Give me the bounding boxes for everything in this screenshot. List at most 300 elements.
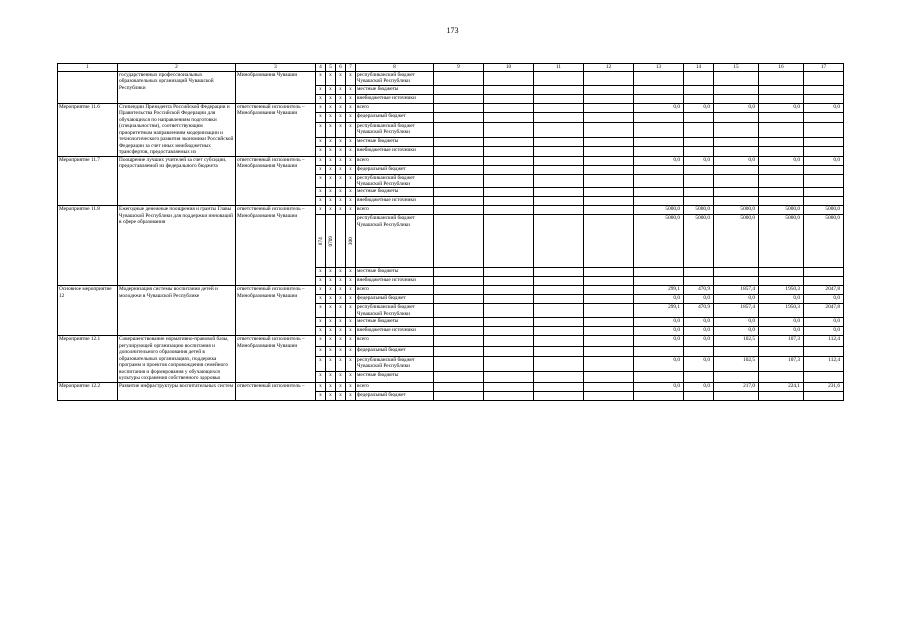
amount-cell xyxy=(634,391,684,400)
code-cell: x xyxy=(326,174,336,188)
event-description: Модернизация системы воспитания детей и молодежи в Чувашской Республике xyxy=(118,286,236,336)
amount-cell xyxy=(804,188,844,197)
amount-cell: 0,0 xyxy=(714,156,759,165)
code-cell: x xyxy=(336,122,346,137)
amount-cell: 1857,4 xyxy=(714,286,759,295)
code-cell: x xyxy=(336,286,346,295)
code-cell: x xyxy=(316,304,326,318)
code-cell: x xyxy=(326,336,336,346)
empty-year-cell xyxy=(584,327,634,336)
code-cell: x xyxy=(316,206,326,215)
amount-cell xyxy=(804,391,844,400)
amount-cell: 5000,0 xyxy=(684,215,714,268)
column-number-1: 1 xyxy=(58,64,118,72)
empty-year-cell xyxy=(584,304,634,318)
code-cell: x xyxy=(346,156,356,165)
empty-year-cell xyxy=(534,156,584,165)
event-description: Совершенствование нормативно-правовой базы, регулирующей организацию воспитания и дополнительного образования детей в образовательных организациях, поддержка программ и проектов сопровождения семейного воспитания и формирования у обучающихся культуры сохранения собственного здоровья xyxy=(118,336,236,382)
amount-cell: 1950,3 xyxy=(759,304,804,318)
empty-year-cell xyxy=(484,318,534,327)
amount-cell: 0,0 xyxy=(634,103,684,112)
code-cell: x xyxy=(316,174,326,188)
empty-cell xyxy=(584,85,634,94)
amount-cell xyxy=(684,147,714,157)
amount-cell xyxy=(714,372,759,382)
amount-cell: 0,0 xyxy=(684,356,714,372)
code-cell: x xyxy=(336,346,346,356)
empty-year-cell xyxy=(434,165,484,174)
amount-cell xyxy=(804,268,844,277)
event-name: Мероприятие 12.1 xyxy=(58,336,118,382)
code-cell: x xyxy=(316,318,326,327)
funding-source: местные бюджеты xyxy=(356,372,434,382)
amount-cell xyxy=(714,197,759,206)
empty-cell xyxy=(434,94,484,103)
amount-cell: 2047,8 xyxy=(804,304,844,318)
funding-source: федеральный бюджет xyxy=(356,165,434,174)
responsible-executor: ответственный исполнитель – Минобразования Чувашии xyxy=(236,103,316,156)
code-cell: x xyxy=(316,336,326,346)
amount-cell: 299,1 xyxy=(634,286,684,295)
empty-year-cell xyxy=(434,268,484,277)
code-cell: x xyxy=(336,277,346,286)
page-number: 173 xyxy=(446,26,459,35)
column-number-3: 3 xyxy=(236,64,316,72)
empty-year-cell xyxy=(584,165,634,174)
empty-year-cell xyxy=(484,372,534,382)
empty-year-cell xyxy=(584,268,634,277)
empty-year-cell xyxy=(534,336,584,346)
code-cell: x xyxy=(336,137,346,146)
empty-year-cell xyxy=(584,113,634,122)
amount-cell: 2047,8 xyxy=(804,286,844,295)
empty-year-cell xyxy=(584,318,634,327)
empty-year-cell xyxy=(534,346,584,356)
empty-year-cell xyxy=(484,382,534,391)
code-cell: x xyxy=(336,356,346,372)
amount-cell xyxy=(714,268,759,277)
empty-cell xyxy=(584,72,634,86)
amount-cell: 0,0 xyxy=(759,156,804,165)
table-row xyxy=(58,336,844,346)
empty-year-cell xyxy=(584,391,634,400)
amount-cell: 5000,0 xyxy=(759,206,804,215)
amount-cell xyxy=(759,346,804,356)
amount-cell xyxy=(714,174,759,188)
code-cell: x xyxy=(316,277,326,286)
amount-cell xyxy=(714,391,759,400)
empty-year-cell xyxy=(584,382,634,391)
amount-cell xyxy=(804,147,844,157)
code-cell: x xyxy=(326,318,336,327)
amount-cell: 0,0 xyxy=(759,103,804,112)
funding-source: федеральный бюджет xyxy=(356,113,434,122)
code-cell: x xyxy=(336,268,346,277)
code-cell: x xyxy=(346,382,356,391)
amount-cell: 5000,0 xyxy=(634,206,684,215)
code-cell: x xyxy=(346,165,356,174)
empty-year-cell xyxy=(534,122,584,137)
empty-year-cell xyxy=(534,372,584,382)
code-cell: x xyxy=(346,188,356,197)
amount-cell xyxy=(634,346,684,356)
code-cell: x xyxy=(346,372,356,382)
code-cell: x xyxy=(316,356,326,372)
amount-cell xyxy=(759,122,804,137)
empty-year-cell xyxy=(534,174,584,188)
empty-year-cell xyxy=(584,197,634,206)
funding-source: внебюджетные источники xyxy=(356,197,434,206)
column-number-15: 15 xyxy=(714,64,759,72)
amount-cell xyxy=(634,197,684,206)
empty-cell xyxy=(634,94,684,103)
amount-cell xyxy=(714,165,759,174)
amount-cell xyxy=(804,113,844,122)
funding-source: внебюджетные источники xyxy=(356,94,434,103)
amount-cell xyxy=(684,137,714,146)
table-row xyxy=(58,103,844,112)
empty-year-cell xyxy=(534,391,584,400)
empty-year-cell xyxy=(584,156,634,165)
amount-cell xyxy=(804,122,844,137)
code-cell: x xyxy=(326,356,336,372)
amount-cell: 102,5 xyxy=(714,336,759,346)
funding-source: республиканский бюджет Чувашской Республики xyxy=(356,215,434,268)
empty-year-cell xyxy=(534,318,584,327)
amount-cell: 0,0 xyxy=(634,356,684,372)
amount-cell xyxy=(684,174,714,188)
empty-cell xyxy=(759,72,804,86)
amount-cell xyxy=(804,174,844,188)
amount-cell xyxy=(759,188,804,197)
amount-cell: 5000,0 xyxy=(714,206,759,215)
code-cell: x xyxy=(346,72,356,86)
empty-year-cell xyxy=(434,336,484,346)
empty-year-cell xyxy=(434,372,484,382)
code-cell: x xyxy=(326,94,336,103)
empty-year-cell xyxy=(434,346,484,356)
empty-cell xyxy=(484,94,534,103)
budget-code: 0709 xyxy=(328,236,335,247)
funding-source: местные бюджеты xyxy=(356,188,434,197)
empty-year-cell xyxy=(534,215,584,268)
funding-source: федеральный бюджет xyxy=(356,391,434,400)
code-cell: x xyxy=(346,318,356,327)
empty-year-cell xyxy=(434,113,484,122)
amount-cell: 0,0 xyxy=(684,382,714,391)
amount-cell xyxy=(684,277,714,286)
amount-cell: 0,0 xyxy=(684,156,714,165)
funding-source: внебюджетные источники xyxy=(356,277,434,286)
code-cell: x xyxy=(336,206,346,215)
amount-cell xyxy=(634,147,684,157)
code-cell: x xyxy=(316,382,326,391)
code-cell: x xyxy=(316,147,326,157)
column-number-5: 5 xyxy=(326,64,336,72)
code-cell: x xyxy=(336,318,346,327)
event-name xyxy=(58,72,118,104)
code-cell: x xyxy=(346,122,356,137)
code-cell: x xyxy=(336,336,346,346)
column-number-7: 7 xyxy=(346,64,356,72)
empty-year-cell xyxy=(484,197,534,206)
empty-year-cell xyxy=(484,346,534,356)
amount-cell xyxy=(634,122,684,137)
code-cell: x xyxy=(316,137,326,146)
code-cell: x xyxy=(336,72,346,86)
code-cell: x xyxy=(316,286,326,295)
amount-cell: 107,3 xyxy=(759,336,804,346)
event-description: Поощрение лучших учителей за счет субсидии, предоставляемой из федерального бюджета xyxy=(118,156,236,206)
amount-cell xyxy=(684,165,714,174)
empty-year-cell xyxy=(484,174,534,188)
empty-cell xyxy=(684,85,714,94)
code-cell: x xyxy=(326,286,336,295)
code-cell: x xyxy=(346,206,356,215)
amount-cell: 0,0 xyxy=(804,327,844,336)
code-cell: x xyxy=(316,197,326,206)
empty-year-cell xyxy=(584,122,634,137)
code-cell: x xyxy=(336,295,346,304)
empty-cell xyxy=(804,72,844,86)
amount-cell: 1857,4 xyxy=(714,304,759,318)
empty-year-cell xyxy=(434,356,484,372)
empty-year-cell xyxy=(534,268,584,277)
empty-year-cell xyxy=(484,147,534,157)
empty-year-cell xyxy=(584,277,634,286)
event-name: Основное мероприятие 12 xyxy=(58,286,118,336)
code-cell: x xyxy=(316,94,326,103)
empty-year-cell xyxy=(534,147,584,157)
funding-source: республиканский бюджет Чувашской Республики xyxy=(356,174,434,188)
amount-cell: 0,0 xyxy=(634,156,684,165)
budget-code-cell xyxy=(326,215,336,268)
code-cell: x xyxy=(346,336,356,346)
code-cell: x xyxy=(326,122,336,137)
event-name: Мероприятие 12.2 xyxy=(58,382,118,400)
amount-cell xyxy=(634,165,684,174)
funding-source: республиканский бюджет Чувашской Республики xyxy=(356,72,434,86)
empty-cell xyxy=(534,72,584,86)
empty-year-cell xyxy=(484,215,534,268)
amount-cell xyxy=(634,113,684,122)
funding-source: республиканский бюджет Чувашской Республики xyxy=(356,356,434,372)
empty-year-cell xyxy=(434,137,484,146)
empty-year-cell xyxy=(434,327,484,336)
amount-cell: 0,0 xyxy=(804,295,844,304)
column-number-10: 10 xyxy=(484,64,534,72)
column-number-11: 11 xyxy=(534,64,584,72)
event-description: Развитие инфраструктуры воспитательных систем xyxy=(118,382,236,400)
amount-cell: 0,0 xyxy=(759,327,804,336)
code-cell: x xyxy=(326,113,336,122)
code-cell: x xyxy=(316,295,326,304)
code-cell: x xyxy=(326,382,336,391)
empty-year-cell xyxy=(484,122,534,137)
code-cell: x xyxy=(346,346,356,356)
responsible-executor: ответственный исполнитель – Минобразования Чувашии xyxy=(236,286,316,336)
code-cell: x xyxy=(346,147,356,157)
funding-source: всего xyxy=(356,286,434,295)
empty-year-cell xyxy=(434,304,484,318)
code-cell: x xyxy=(336,103,346,112)
empty-cell xyxy=(759,94,804,103)
empty-year-cell xyxy=(484,268,534,277)
code-cell: x xyxy=(326,188,336,197)
responsible-executor: ответственный исполнитель – Минобразования Чувашии xyxy=(236,336,316,382)
code-cell: x xyxy=(326,72,336,86)
code-cell: x xyxy=(326,197,336,206)
code-cell: x xyxy=(336,372,346,382)
empty-year-cell xyxy=(434,188,484,197)
amount-cell: 0,0 xyxy=(714,295,759,304)
empty-year-cell xyxy=(534,286,584,295)
empty-year-cell xyxy=(434,286,484,295)
amount-cell xyxy=(804,137,844,146)
column-number-14: 14 xyxy=(684,64,714,72)
amount-cell xyxy=(804,165,844,174)
funding-source: местные бюджеты xyxy=(356,85,434,94)
funding-source: внебюджетные источники xyxy=(356,147,434,157)
empty-year-cell xyxy=(484,391,534,400)
funding-source: внебюджетные источники xyxy=(356,327,434,336)
empty-year-cell xyxy=(434,318,484,327)
code-cell: x xyxy=(316,113,326,122)
amount-cell: 107,3 xyxy=(759,356,804,372)
code-cell: x xyxy=(346,94,356,103)
empty-cell xyxy=(484,85,534,94)
amount-cell xyxy=(804,197,844,206)
code-cell: x xyxy=(326,372,336,382)
funding-source: всего xyxy=(356,206,434,215)
table-row xyxy=(58,286,844,295)
amount-cell xyxy=(684,188,714,197)
responsible-executor: Минобразования Чувашии xyxy=(236,72,316,104)
amount-cell xyxy=(759,165,804,174)
amount-cell xyxy=(714,113,759,122)
empty-year-cell xyxy=(484,156,534,165)
amount-cell: 5000,0 xyxy=(804,215,844,268)
code-cell: x xyxy=(316,165,326,174)
empty-year-cell xyxy=(534,113,584,122)
amount-cell xyxy=(714,137,759,146)
code-cell: x xyxy=(316,346,326,356)
funding-source: местные бюджеты xyxy=(356,268,434,277)
funding-source: местные бюджеты xyxy=(356,318,434,327)
funding-source: федеральный бюджет xyxy=(356,346,434,356)
column-number-8: 8 xyxy=(356,64,434,72)
amount-cell: 0,0 xyxy=(759,295,804,304)
column-number-2: 2 xyxy=(118,64,236,72)
empty-year-cell xyxy=(534,304,584,318)
event-description: Стипендии Президента Российской Федерации и Правительства Российской Федерации для обучающихся по направлениям подготовки (специальностям), соответствующим приоритетным направлениям модернизации и технологического развития экономики Российской Федерации за счет иных межбюджетных трансфертов, предоставляемых из xyxy=(118,103,236,156)
code-cell: x xyxy=(316,103,326,112)
amount-cell xyxy=(634,188,684,197)
table-row xyxy=(58,206,844,215)
empty-year-cell xyxy=(534,295,584,304)
code-cell: x xyxy=(346,356,356,372)
amount-cell xyxy=(684,372,714,382)
amount-cell: 0,0 xyxy=(684,336,714,346)
amount-cell: 0,0 xyxy=(804,318,844,327)
amount-cell: 5000,0 xyxy=(714,215,759,268)
amount-cell xyxy=(714,277,759,286)
code-cell: x xyxy=(336,188,346,197)
empty-year-cell xyxy=(484,188,534,197)
funding-source: местные бюджеты xyxy=(356,137,434,146)
empty-year-cell xyxy=(534,356,584,372)
code-cell: x xyxy=(316,391,326,400)
amount-cell: 0,0 xyxy=(634,295,684,304)
code-cell: x xyxy=(326,147,336,157)
empty-year-cell xyxy=(434,156,484,165)
column-number-16: 16 xyxy=(759,64,804,72)
amount-cell: 0,0 xyxy=(634,327,684,336)
code-cell: x xyxy=(316,188,326,197)
empty-year-cell xyxy=(434,197,484,206)
amount-cell: 231,6 xyxy=(804,382,844,391)
code-cell: x xyxy=(346,277,356,286)
amount-cell xyxy=(684,113,714,122)
amount-cell: 0,0 xyxy=(684,327,714,336)
code-cell: x xyxy=(346,295,356,304)
column-number-6: 6 xyxy=(336,64,346,72)
amount-cell xyxy=(714,122,759,137)
amount-cell: 470,9 xyxy=(684,304,714,318)
funding-source: всего xyxy=(356,103,434,112)
budget-code: 300 xyxy=(347,237,354,246)
amount-cell: 0,0 xyxy=(634,336,684,346)
empty-year-cell xyxy=(534,382,584,391)
empty-year-cell xyxy=(584,206,634,215)
empty-year-cell xyxy=(534,103,584,112)
amount-cell: 0,0 xyxy=(714,103,759,112)
event-name: Мероприятие 11.8 xyxy=(58,206,118,286)
amount-cell xyxy=(759,197,804,206)
empty-year-cell xyxy=(434,103,484,112)
empty-year-cell xyxy=(434,215,484,268)
amount-cell xyxy=(714,188,759,197)
code-cell: x xyxy=(326,295,336,304)
amount-cell: 102,5 xyxy=(714,356,759,372)
empty-year-cell xyxy=(434,122,484,137)
amount-cell xyxy=(759,137,804,146)
column-number-4: 4 xyxy=(316,64,326,72)
code-cell: x xyxy=(336,391,346,400)
amount-cell xyxy=(804,372,844,382)
amount-cell xyxy=(759,391,804,400)
funding-source: республиканский бюджет Чувашской Республики xyxy=(356,122,434,137)
funding-source: всего xyxy=(356,156,434,165)
amount-cell xyxy=(684,122,714,137)
amount-cell xyxy=(759,372,804,382)
budget-table xyxy=(57,63,844,401)
budget-code-cell xyxy=(316,215,326,268)
amount-cell: 0,0 xyxy=(634,382,684,391)
code-cell: x xyxy=(326,165,336,174)
empty-year-cell xyxy=(584,295,634,304)
amount-cell xyxy=(714,147,759,157)
empty-year-cell xyxy=(584,147,634,157)
budget-code-cell xyxy=(336,215,346,268)
code-cell: x xyxy=(346,174,356,188)
empty-year-cell xyxy=(484,206,534,215)
funding-source: всего xyxy=(356,382,434,391)
code-cell: x xyxy=(336,165,346,174)
amount-cell xyxy=(714,346,759,356)
empty-year-cell xyxy=(534,206,584,215)
code-cell: x xyxy=(336,382,346,391)
